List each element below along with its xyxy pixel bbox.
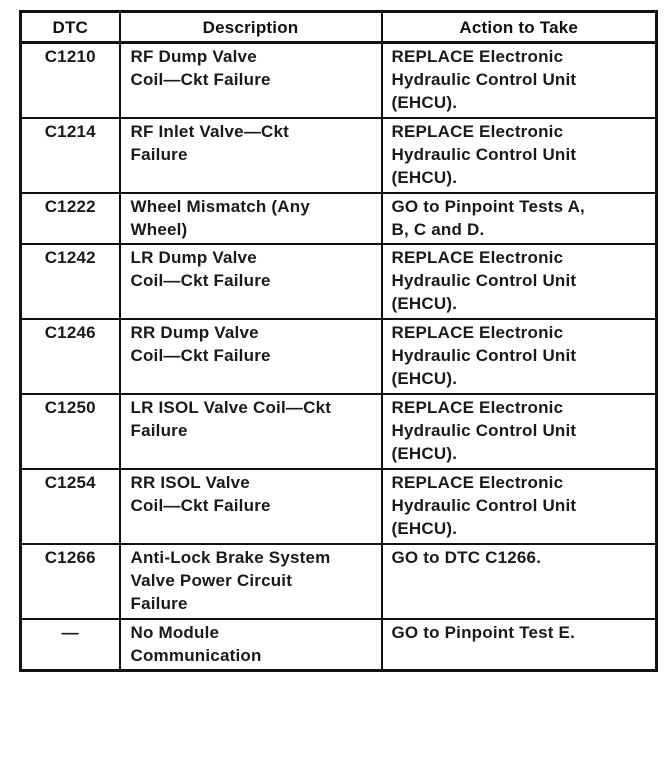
cell-description: [120, 394, 382, 469]
cell-action: [382, 118, 657, 193]
table-row: [21, 469, 657, 544]
description-line: Coil—Ckt Failure: [130, 70, 271, 89]
table-row: [21, 118, 657, 193]
header-action: Action to Take: [382, 12, 657, 43]
cell-description: [120, 469, 382, 544]
cell-dtc-code: C1222: [21, 193, 120, 244]
action-line: (EHCU).: [391, 93, 458, 112]
cell-dtc-code: C1214: [21, 118, 120, 193]
description-line: Failure: [130, 421, 188, 440]
action-line: (EHCU).: [391, 444, 458, 463]
cell-action: [382, 43, 657, 119]
action-line: (EHCU).: [391, 294, 458, 313]
description-line: Failure: [130, 594, 188, 613]
action-line: (EHCU).: [391, 168, 458, 187]
cell-dtc-code: C1254: [21, 469, 120, 544]
action-line: B, C and D.: [391, 220, 485, 239]
cell-dtc-code: C1242: [21, 244, 120, 319]
description-line: RF Dump Valve: [130, 47, 257, 66]
description-line: Valve Power Circuit: [130, 571, 293, 590]
action-line: REPLACE Electronic: [391, 398, 564, 417]
description-line: Wheel): [130, 220, 188, 239]
cell-action: [382, 544, 657, 619]
action-line: Hydraulic Control Unit: [391, 346, 577, 365]
action-line: Hydraulic Control Unit: [391, 496, 577, 515]
action-line: (EHCU).: [391, 369, 458, 388]
cell-description: [120, 244, 382, 319]
table-row: [21, 244, 657, 319]
cell-description: [120, 319, 382, 394]
description-line: RR ISOL Valve: [130, 473, 250, 492]
cell-action: [382, 469, 657, 544]
dtc-table: [19, 10, 658, 672]
description-line: Communication: [130, 646, 262, 665]
table-row: [21, 394, 657, 469]
table-row: [21, 193, 657, 244]
description-line: Coil—Ckt Failure: [130, 346, 271, 365]
action-line: GO to DTC C1266.: [391, 548, 542, 567]
action-line: REPLACE Electronic: [391, 323, 564, 342]
description-line: Wheel Mismatch (Any: [130, 197, 310, 216]
description-line: No Module: [130, 623, 220, 642]
action-line: REPLACE Electronic: [391, 47, 564, 66]
table-row: [21, 544, 657, 619]
action-line: REPLACE Electronic: [391, 248, 564, 267]
cell-action: [382, 319, 657, 394]
table-row: [21, 43, 657, 119]
description-line: LR Dump Valve: [130, 248, 257, 267]
table-row: [21, 319, 657, 394]
header-description: Description: [120, 12, 382, 43]
action-line: REPLACE Electronic: [391, 122, 564, 141]
table-row: [21, 619, 657, 671]
description-line: Coil—Ckt Failure: [130, 496, 271, 515]
cell-description: [120, 619, 382, 671]
description-line: LR ISOL Valve Coil—Ckt: [130, 398, 332, 417]
description-line: Coil—Ckt Failure: [130, 271, 271, 290]
cell-dtc-code: C1266: [21, 544, 120, 619]
cell-action: [382, 619, 657, 671]
cell-action: [382, 244, 657, 319]
cell-dtc-code: —: [21, 619, 120, 671]
cell-description: [120, 118, 382, 193]
cell-description: [120, 193, 382, 244]
action-line: Hydraulic Control Unit: [391, 145, 577, 164]
action-line: GO to Pinpoint Test E.: [391, 623, 576, 642]
description-line: Failure: [130, 145, 188, 164]
cell-action: [382, 394, 657, 469]
cell-dtc-code: C1250: [21, 394, 120, 469]
cell-dtc-code: C1246: [21, 319, 120, 394]
action-line: Hydraulic Control Unit: [391, 421, 577, 440]
action-line: REPLACE Electronic: [391, 473, 564, 492]
action-line: Hydraulic Control Unit: [391, 271, 577, 290]
description-line: RR Dump Valve: [130, 323, 259, 342]
cell-dtc-code: C1210: [21, 43, 120, 119]
cell-description: [120, 43, 382, 119]
table-body: [21, 43, 657, 671]
header-dtc: DTC: [21, 12, 120, 43]
action-line: GO to Pinpoint Tests A,: [391, 197, 585, 216]
header-row: [21, 12, 657, 43]
description-line: Anti-Lock Brake System: [130, 548, 331, 567]
cell-description: [120, 544, 382, 619]
cell-action: [382, 193, 657, 244]
description-line: RF Inlet Valve—Ckt: [130, 122, 290, 141]
action-line: (EHCU).: [391, 519, 458, 538]
action-line: Hydraulic Control Unit: [391, 70, 577, 89]
